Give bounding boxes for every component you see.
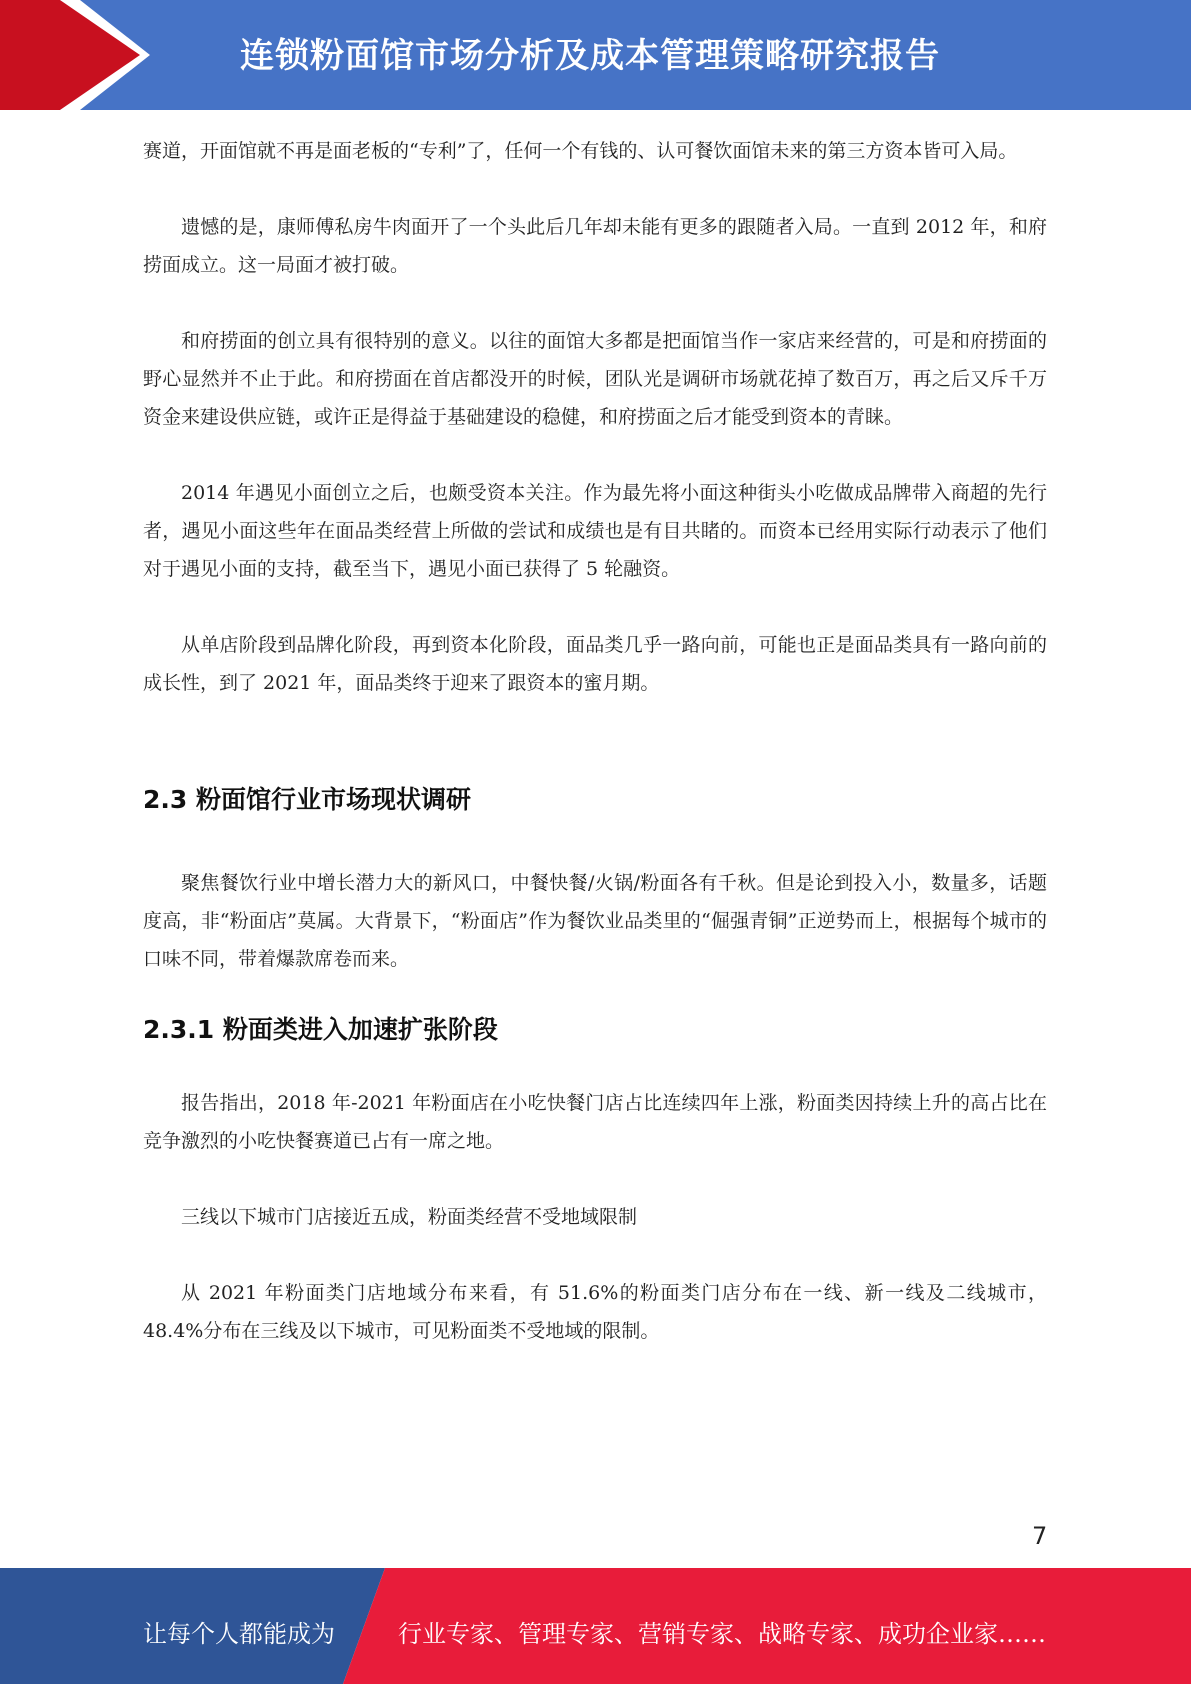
paragraph: 从单店阶段到品牌化阶段，再到资本化阶段，面品类几乎一路向前，可能也正是面品类具有一路向前的成长性，到了 2021 年，面品类终于迎来了跟资本的蜜月期。 [143, 634, 1047, 694]
header-band [0, 0, 1191, 110]
paragraph: 赛道，开面馆就不再是面老板的“专利”了，任何一个有钱的、认可餐饮面馆未来的第三方资本皆可入局。 [143, 140, 1018, 162]
section-heading-2-3-1: 2.3.1 粉面类进入加速扩张阶段 [143, 1015, 498, 1044]
paragraph: 遗憾的是，康师傅私房牛肉面开了一个头此后几年却未能有更多的跟随者入局。一直到 2012 年，和府捞面成立。这一局面才被打破。 [143, 216, 1047, 276]
paragraph: 报告指出，2018 年-2021 年粉面店在小吃快餐门店占比连续四年上涨，粉面类因持续上升的高占比在竞争激烈的小吃快餐赛道已占有一席之地。 [143, 1092, 1047, 1152]
footer-slogan-left: 让每个人都能成为 [143, 1620, 335, 1648]
paragraph: 2014 年遇见小面创立之后，也颇受资本关注。作为最先将小面这种街头小吃做成品牌带入商超的先行者，遇见小面这些年在面品类经营上所做的尝试和成绩也是有目共睹的。而资本已经用实际行动表示了他们对于遇见小面的支持，截至当下，遇见小面已获得了 5 轮融资。 [143, 482, 1047, 580]
paragraph: 从 2021 年粉面类门店地域分布来看，有 51.6%的粉面类门店分布在一线、新一线及二线城市，48.4%分布在三线及以下城市，可见粉面类不受地域的限制。 [143, 1282, 1047, 1342]
footer-slogan-right: 行业专家、管理专家、营销专家、战略专家、成功企业家…… [398, 1620, 1046, 1648]
subheading-note: 三线以下城市门店接近五成，粉面类经营不受地域限制 [181, 1206, 638, 1228]
paragraph: 和府捞面的创立具有很特别的意义。以往的面馆大多都是把面馆当作一家店来经营的，可是和府捞面的野心显然并不止于此。和府捞面在首店都没开的时候，团队光是调研市场就花掉了数百万，再之后又斥千万资金来建设供应链，或许正是得益于基础建设的稳健，和府捞面之后才能受到资本的青睐。 [143, 330, 1047, 428]
report-title: 连锁粉面馆市场分析及成本管理策略研究报告 [240, 36, 940, 76]
page-content [143, 130, 1047, 1350]
paragraph: 聚焦餐饮行业中增长潜力大的新风口，中餐快餐/火锅/粉面各有千秋。但是论到投入小，数量多，话题度高，非“粉面店”莫属。大背景下，“粉面店”作为餐饮业品类里的“倔强青铜”正逆势而上，根据每个城市的口味不同，带着爆款席卷而来。 [143, 872, 1047, 970]
page-number: 7 [1032, 1522, 1048, 1550]
footer-band [0, 1568, 1191, 1684]
section-heading-2-3: 2.3 粉面馆行业市场现状调研 [143, 785, 471, 814]
